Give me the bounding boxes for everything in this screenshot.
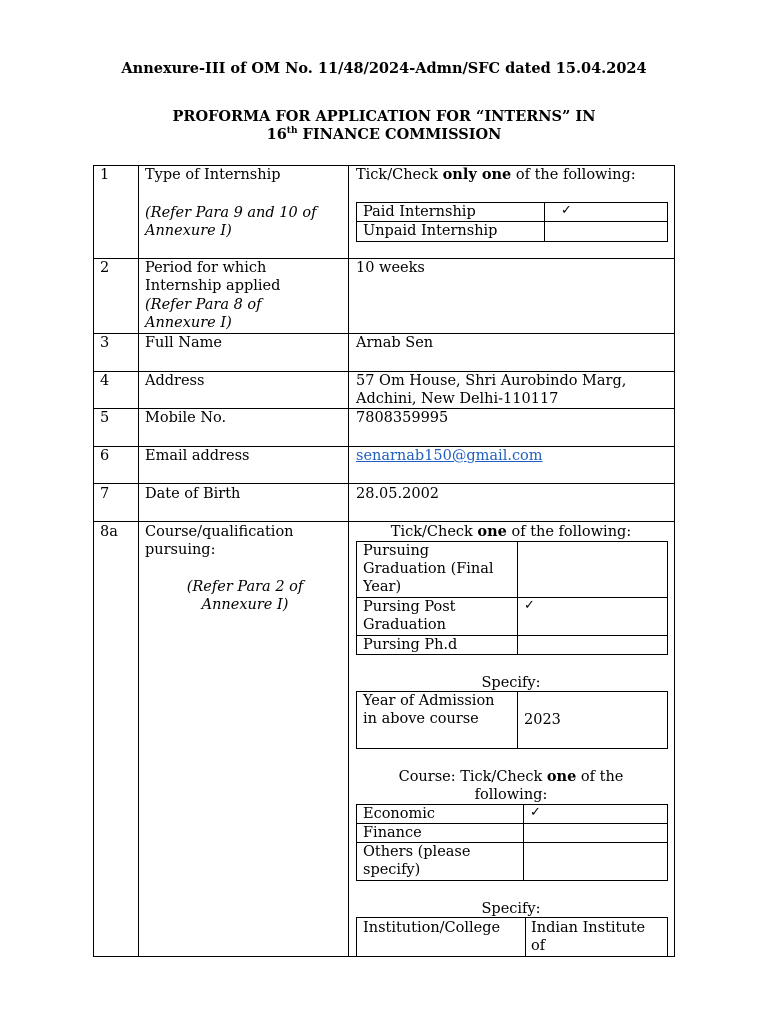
admission-year-label: Year of Admission in above course (363, 693, 495, 727)
specify-label: Specify: (481, 675, 541, 691)
option-phd: Pursing Ph.d (363, 637, 458, 653)
institution-value: Indian Institute of (531, 920, 646, 954)
admission-year-value: 2023 (524, 712, 561, 728)
row-number: 5 (100, 410, 110, 426)
field-value-mobile: 7808359995 (356, 410, 449, 426)
form-title-line2: 16th FINANCE COMMISSION (266, 126, 502, 143)
annexure-reference: Annexure-III of OM No. 11/48/2024-Admn/SFC dated 15.04.2024 (121, 60, 647, 77)
field-label-internship-type: Type of Internship (145, 167, 281, 183)
field-label-mobile: Mobile No. (145, 410, 227, 426)
check-mark-icon[interactable]: ✓ (524, 598, 535, 613)
row-number: 3 (100, 335, 110, 351)
row-number: 1 (100, 167, 110, 183)
field-value-full-name: Arnab Sen (356, 335, 434, 351)
option-post-graduation: Pursing Post Graduation (363, 599, 456, 633)
option-unpaid-internship: Unpaid Internship (363, 223, 498, 239)
option-paid-internship: Paid Internship (363, 204, 476, 220)
field-label-course: Course/qualification pursuing: (145, 524, 294, 558)
form-title (0, 108, 768, 144)
course-instruction: Tick/Check one of the following: (390, 523, 632, 540)
field-label-email: Email address (145, 448, 250, 464)
row-number: 6 (100, 448, 110, 464)
field-label-dob: Date of Birth (145, 486, 241, 502)
internship-type-instruction: Tick/Check only one of the following: (356, 166, 636, 183)
field-label-address: Address (145, 373, 205, 389)
option-pursuing-graduation: Pursuing Graduation (Final Year) (363, 543, 494, 595)
subject-economic: Economic (363, 806, 436, 822)
row-number: 4 (100, 373, 110, 389)
email-link[interactable]: senarnab150@gmail.com (356, 448, 543, 464)
row-number: 8a (100, 524, 118, 540)
field-note-period: (Refer Para 8 of Annexure I) (145, 297, 262, 331)
institution-label: Institution/College (363, 920, 501, 936)
row-number: 2 (100, 260, 110, 276)
field-note-course: (Refer Para 2 of Annexure I) (186, 579, 304, 613)
check-mark-icon[interactable]: ✓ (561, 203, 572, 218)
field-label-full-name: Full Name (145, 335, 222, 351)
field-label-period: Period for which Internship applied (145, 260, 281, 294)
field-value-period: 10 weeks (356, 260, 425, 276)
field-note-internship-type: (Refer Para 9 and 10 of Annexure I) (145, 205, 317, 239)
form-title-line1: PROFORMA FOR APPLICATION FOR “INTERNS” IN (172, 108, 596, 125)
field-value-address: 57 Om House, Shri Aurobindo Marg, Adchini, New Delhi-110117 (356, 373, 627, 407)
subject-others: Others (please specify) (363, 844, 471, 878)
subject-instruction: Course: Tick/Check one of the following: (398, 768, 624, 803)
field-value-dob: 28.05.2002 (356, 486, 440, 502)
row-number: 7 (100, 486, 110, 502)
check-mark-icon[interactable]: ✓ (530, 805, 541, 820)
subject-finance: Finance (363, 825, 422, 841)
specify-label-2: Specify: (481, 901, 541, 917)
